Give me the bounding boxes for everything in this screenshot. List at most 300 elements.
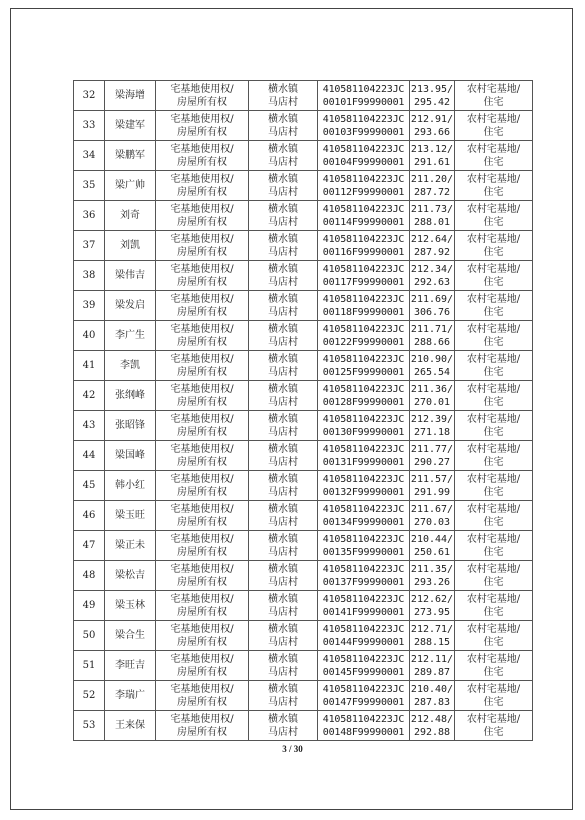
location-cell — [249, 471, 318, 501]
land-use-cell — [455, 711, 533, 741]
area-line: 288.15 — [413, 636, 451, 648]
unit-code-cell — [318, 291, 410, 321]
row-number-cell: 40 — [74, 321, 105, 351]
area-line: 210.90/ — [410, 353, 454, 365]
location-cell — [249, 501, 318, 531]
land-use-line: 住宅 — [483, 126, 504, 138]
location-line: 横水镇 — [268, 533, 298, 545]
land-use-cell — [455, 111, 533, 141]
owner-name-cell: 梁合生 — [105, 621, 156, 651]
unit-code-line: 410581104223JC — [322, 323, 405, 335]
location-cell — [249, 201, 318, 231]
unit-code-line: 410581104223JC — [322, 353, 405, 365]
table-row — [74, 531, 533, 561]
unit-code-line: 410581104223JC — [322, 533, 405, 545]
location-cell — [249, 711, 318, 741]
location-line: 马店村 — [268, 276, 298, 288]
land-use-line: 住宅 — [483, 726, 504, 738]
unit-code-line: 410581104223JC — [322, 113, 405, 125]
right-type-line: 宅基地使用权/ — [170, 683, 234, 695]
location-line: 横水镇 — [268, 683, 298, 695]
location-line: 横水镇 — [268, 83, 298, 95]
row-number-cell: 33 — [74, 111, 105, 141]
row-number-cell: 37 — [74, 231, 105, 261]
table-row — [74, 261, 533, 291]
unit-code-cell — [318, 411, 410, 441]
land-use-line: 农村宅基地/ — [466, 83, 521, 95]
owner-name-cell: 梁松吉 — [105, 561, 156, 591]
unit-code-line: 410581104223JC — [322, 713, 405, 725]
right-type-cell — [156, 681, 249, 711]
land-use-line: 住宅 — [483, 426, 504, 438]
table-row — [74, 321, 533, 351]
unit-code-line: 410581104223JC — [322, 653, 405, 665]
location-cell — [249, 81, 318, 111]
area-line: 212.11/ — [410, 653, 454, 665]
land-use-line: 住宅 — [483, 246, 504, 258]
area-cell — [410, 531, 455, 561]
land-use-line: 住宅 — [483, 96, 504, 108]
area-cell — [410, 471, 455, 501]
area-line: 270.03 — [413, 516, 451, 528]
owner-name-cell: 梁正未 — [105, 531, 156, 561]
unit-code-line: 00141F99990001 — [322, 606, 405, 618]
right-type-cell — [156, 531, 249, 561]
land-use-line: 住宅 — [483, 666, 504, 678]
right-type-line: 房屋所有权 — [177, 636, 227, 648]
land-use-cell — [455, 561, 533, 591]
row-number-cell: 52 — [74, 681, 105, 711]
owner-name-cell: 王来保 — [105, 711, 156, 741]
unit-code-line: 410581104223JC — [322, 293, 405, 305]
right-type-cell — [156, 321, 249, 351]
owner-name-cell: 梁玉旺 — [105, 501, 156, 531]
right-type-line: 房屋所有权 — [177, 276, 227, 288]
unit-code-cell — [318, 141, 410, 171]
land-use-line: 住宅 — [483, 216, 504, 228]
table-row — [74, 681, 533, 711]
table-row — [74, 291, 533, 321]
location-line: 横水镇 — [268, 713, 298, 725]
right-type-line: 宅基地使用权/ — [170, 173, 234, 185]
area-line: 270.01 — [413, 396, 451, 408]
location-line: 横水镇 — [268, 203, 298, 215]
location-line: 马店村 — [268, 726, 298, 738]
land-use-line: 住宅 — [483, 456, 504, 468]
unit-code-line: 410581104223JC — [322, 263, 405, 275]
land-use-cell — [455, 261, 533, 291]
land-use-cell — [455, 411, 533, 441]
area-line: 212.39/ — [410, 413, 454, 425]
unit-code-line: 410581104223JC — [322, 83, 405, 95]
right-type-line: 宅基地使用权/ — [170, 623, 234, 635]
right-type-line: 宅基地使用权/ — [170, 443, 234, 455]
table-row — [74, 561, 533, 591]
unit-code-cell — [318, 501, 410, 531]
area-line: 212.34/ — [410, 263, 454, 275]
table-row — [74, 201, 533, 231]
right-type-cell — [156, 501, 249, 531]
land-use-cell — [455, 471, 533, 501]
location-line: 横水镇 — [268, 563, 298, 575]
table-row — [74, 141, 533, 171]
owner-name-cell: 梁广帅 — [105, 171, 156, 201]
area-line: 211.71/ — [410, 323, 454, 335]
location-cell — [249, 651, 318, 681]
area-line: 306.76 — [413, 306, 451, 318]
right-type-line: 房屋所有权 — [177, 186, 227, 198]
table-row — [74, 711, 533, 741]
land-use-line: 农村宅基地/ — [466, 293, 521, 305]
right-type-line: 房屋所有权 — [177, 126, 227, 138]
right-type-line: 宅基地使用权/ — [170, 293, 234, 305]
row-number-cell: 46 — [74, 501, 105, 531]
area-cell — [410, 621, 455, 651]
land-use-line: 农村宅基地/ — [466, 143, 521, 155]
table-row — [74, 651, 533, 681]
land-use-cell — [455, 321, 533, 351]
right-type-cell — [156, 561, 249, 591]
unit-code-line: 410581104223JC — [322, 443, 405, 455]
right-type-cell — [156, 111, 249, 141]
land-use-line: 住宅 — [483, 366, 504, 378]
land-use-line: 住宅 — [483, 696, 504, 708]
area-line: 288.01 — [413, 216, 451, 228]
unit-code-cell — [318, 201, 410, 231]
location-cell — [249, 681, 318, 711]
location-line: 横水镇 — [268, 623, 298, 635]
unit-code-cell — [318, 261, 410, 291]
table-row — [74, 351, 533, 381]
location-line: 马店村 — [268, 666, 298, 678]
location-cell — [249, 531, 318, 561]
location-cell — [249, 561, 318, 591]
right-type-cell — [156, 381, 249, 411]
right-type-line: 房屋所有权 — [177, 486, 227, 498]
row-number-cell: 32 — [74, 81, 105, 111]
unit-code-cell — [318, 441, 410, 471]
unit-code-line: 00117F99990001 — [322, 276, 405, 288]
right-type-cell — [156, 471, 249, 501]
land-use-line: 农村宅基地/ — [466, 383, 521, 395]
land-use-line: 住宅 — [483, 156, 504, 168]
location-line: 横水镇 — [268, 593, 298, 605]
land-use-line: 住宅 — [483, 516, 504, 528]
area-line: 211.67/ — [410, 503, 454, 515]
location-line: 马店村 — [268, 366, 298, 378]
location-line: 马店村 — [268, 126, 298, 138]
location-line: 马店村 — [268, 696, 298, 708]
area-line: 210.40/ — [410, 683, 454, 695]
area-line: 292.63 — [413, 276, 451, 288]
unit-code-line: 00132F99990001 — [322, 486, 405, 498]
table-row — [74, 591, 533, 621]
owner-name-cell: 梁国峰 — [105, 441, 156, 471]
unit-code-line: 410581104223JC — [322, 413, 405, 425]
owner-name-cell: 张纲峰 — [105, 381, 156, 411]
land-use-cell — [455, 681, 533, 711]
unit-code-cell — [318, 471, 410, 501]
unit-code-cell — [318, 111, 410, 141]
owner-name-cell: 李凯 — [105, 351, 156, 381]
land-use-line: 农村宅基地/ — [466, 683, 521, 695]
area-line: 212.71/ — [410, 623, 454, 635]
land-use-cell — [455, 441, 533, 471]
area-line: 212.62/ — [410, 593, 454, 605]
land-use-line: 住宅 — [483, 606, 504, 618]
unit-code-line: 410581104223JC — [322, 623, 405, 635]
location-line: 横水镇 — [268, 473, 298, 485]
unit-code-cell — [318, 591, 410, 621]
unit-code-cell — [318, 231, 410, 261]
right-type-line: 宅基地使用权/ — [170, 503, 234, 515]
area-cell — [410, 561, 455, 591]
owner-name-cell: 梁伟吉 — [105, 261, 156, 291]
area-cell — [410, 351, 455, 381]
right-type-line: 宅基地使用权/ — [170, 413, 234, 425]
right-type-line: 宅基地使用权/ — [170, 383, 234, 395]
area-cell — [410, 201, 455, 231]
location-line: 横水镇 — [268, 503, 298, 515]
location-cell — [249, 231, 318, 261]
location-line: 马店村 — [268, 306, 298, 318]
right-type-line: 宅基地使用权/ — [170, 233, 234, 245]
unit-code-line: 00147F99990001 — [322, 696, 405, 708]
land-use-line: 农村宅基地/ — [466, 113, 521, 125]
right-type-line: 宅基地使用权/ — [170, 83, 234, 95]
unit-code-line: 410581104223JC — [322, 233, 405, 245]
right-type-line: 房屋所有权 — [177, 456, 227, 468]
row-number-cell: 38 — [74, 261, 105, 291]
location-cell — [249, 171, 318, 201]
area-line: 212.48/ — [410, 713, 454, 725]
table-row — [74, 441, 533, 471]
land-use-line: 住宅 — [483, 486, 504, 498]
right-type-cell — [156, 201, 249, 231]
unit-code-line: 00104F99990001 — [322, 156, 405, 168]
location-line: 横水镇 — [268, 233, 298, 245]
unit-code-line: 00145F99990001 — [322, 666, 405, 678]
land-use-cell — [455, 351, 533, 381]
location-line: 横水镇 — [268, 353, 298, 365]
table-row — [74, 501, 533, 531]
right-type-line: 宅基地使用权/ — [170, 713, 234, 725]
right-type-line: 房屋所有权 — [177, 246, 227, 258]
location-line: 横水镇 — [268, 653, 298, 665]
right-type-line: 房屋所有权 — [177, 366, 227, 378]
right-type-cell — [156, 651, 249, 681]
area-line: 292.88 — [413, 726, 451, 738]
row-number-cell: 39 — [74, 291, 105, 321]
row-number-cell: 45 — [74, 471, 105, 501]
land-use-line: 农村宅基地/ — [466, 653, 521, 665]
unit-code-line: 00128F99990001 — [322, 396, 405, 408]
unit-code-line: 00114F99990001 — [322, 216, 405, 228]
row-number-cell: 42 — [74, 381, 105, 411]
location-cell — [249, 591, 318, 621]
unit-code-line: 410581104223JC — [322, 203, 405, 215]
land-use-line: 住宅 — [483, 396, 504, 408]
land-use-line: 农村宅基地/ — [466, 323, 521, 335]
unit-code-cell — [318, 381, 410, 411]
unit-code-line: 410581104223JC — [322, 593, 405, 605]
area-cell — [410, 81, 455, 111]
location-line: 马店村 — [268, 156, 298, 168]
area-line: 293.66 — [413, 126, 451, 138]
area-line: 211.73/ — [410, 203, 454, 215]
right-type-cell — [156, 621, 249, 651]
area-line: 295.42 — [413, 96, 451, 108]
owner-name-cell: 李瑞广 — [105, 681, 156, 711]
right-type-line: 房屋所有权 — [177, 396, 227, 408]
right-type-line: 房屋所有权 — [177, 726, 227, 738]
unit-code-cell — [318, 321, 410, 351]
land-use-cell — [455, 651, 533, 681]
owner-name-cell: 李广生 — [105, 321, 156, 351]
right-type-line: 房屋所有权 — [177, 666, 227, 678]
location-cell — [249, 111, 318, 141]
land-use-line: 农村宅基地/ — [466, 443, 521, 455]
right-type-line: 房屋所有权 — [177, 306, 227, 318]
unit-code-line: 00137F99990001 — [322, 576, 405, 588]
unit-code-line: 00148F99990001 — [322, 726, 405, 738]
area-line: 211.69/ — [410, 293, 454, 305]
area-line: 265.54 — [413, 366, 451, 378]
area-cell — [410, 111, 455, 141]
row-number-cell: 34 — [74, 141, 105, 171]
location-line: 横水镇 — [268, 443, 298, 455]
owner-name-cell: 梁鹏军 — [105, 141, 156, 171]
owner-name-cell: 张昭锋 — [105, 411, 156, 441]
owner-name-cell: 韩小红 — [105, 471, 156, 501]
right-type-line: 房屋所有权 — [177, 426, 227, 438]
area-line: 293.26 — [413, 576, 451, 588]
unit-code-cell — [318, 561, 410, 591]
right-type-line: 房屋所有权 — [177, 576, 227, 588]
unit-code-line: 410581104223JC — [322, 473, 405, 485]
land-use-line: 住宅 — [483, 276, 504, 288]
land-use-line: 住宅 — [483, 546, 504, 558]
table-row — [74, 621, 533, 651]
table-row — [74, 81, 533, 111]
unit-code-cell — [318, 651, 410, 681]
location-line: 横水镇 — [268, 263, 298, 275]
register-table-body — [74, 81, 533, 741]
location-line: 马店村 — [268, 426, 298, 438]
row-number-cell: 36 — [74, 201, 105, 231]
unit-code-line: 00131F99990001 — [322, 456, 405, 468]
land-use-cell — [455, 141, 533, 171]
right-type-line: 宅基地使用权/ — [170, 533, 234, 545]
right-type-line: 宅基地使用权/ — [170, 353, 234, 365]
land-use-line: 住宅 — [483, 186, 504, 198]
right-type-line: 宅基地使用权/ — [170, 203, 234, 215]
unit-code-line: 410581104223JC — [322, 143, 405, 155]
right-type-line: 宅基地使用权/ — [170, 113, 234, 125]
location-line: 马店村 — [268, 456, 298, 468]
area-cell — [410, 711, 455, 741]
area-line: 213.95/ — [410, 83, 454, 95]
unit-code-line: 00122F99990001 — [322, 336, 405, 348]
land-use-line: 住宅 — [483, 576, 504, 588]
unit-code-line: 00101F99990001 — [322, 96, 405, 108]
land-use-line: 农村宅基地/ — [466, 473, 521, 485]
right-type-line: 房屋所有权 — [177, 696, 227, 708]
location-cell — [249, 381, 318, 411]
area-line: 287.72 — [413, 186, 451, 198]
land-use-cell — [455, 531, 533, 561]
location-line: 马店村 — [268, 216, 298, 228]
unit-code-cell — [318, 681, 410, 711]
right-type-line: 宅基地使用权/ — [170, 263, 234, 275]
right-type-cell — [156, 141, 249, 171]
right-type-line: 宅基地使用权/ — [170, 143, 234, 155]
area-cell — [410, 411, 455, 441]
unit-code-cell — [318, 621, 410, 651]
right-type-cell — [156, 291, 249, 321]
area-line: 211.35/ — [410, 563, 454, 575]
land-use-line: 农村宅基地/ — [466, 353, 521, 365]
location-line: 马店村 — [268, 186, 298, 198]
unit-code-cell — [318, 351, 410, 381]
unit-code-line: 00112F99990001 — [322, 186, 405, 198]
owner-name-cell: 梁玉林 — [105, 591, 156, 621]
table-row — [74, 171, 533, 201]
land-use-cell — [455, 291, 533, 321]
row-number-cell: 49 — [74, 591, 105, 621]
table-row — [74, 111, 533, 141]
right-type-cell — [156, 351, 249, 381]
unit-code-cell — [318, 711, 410, 741]
area-cell — [410, 231, 455, 261]
right-type-line: 房屋所有权 — [177, 156, 227, 168]
area-cell — [410, 381, 455, 411]
unit-code-line: 00144F99990001 — [322, 636, 405, 648]
location-line: 马店村 — [268, 636, 298, 648]
area-cell — [410, 261, 455, 291]
location-line: 横水镇 — [268, 113, 298, 125]
area-cell — [410, 321, 455, 351]
area-line: 291.99 — [413, 486, 451, 498]
owner-name-cell: 李旺吉 — [105, 651, 156, 681]
area-cell — [410, 501, 455, 531]
area-line: 211.20/ — [410, 173, 454, 185]
land-use-line: 农村宅基地/ — [466, 623, 521, 635]
location-line: 马店村 — [268, 246, 298, 258]
table-row — [74, 411, 533, 441]
land-use-line: 农村宅基地/ — [466, 533, 521, 545]
owner-name-cell: 刘凯 — [105, 231, 156, 261]
area-cell — [410, 651, 455, 681]
land-use-cell — [455, 231, 533, 261]
unit-code-line: 00116F99990001 — [322, 246, 405, 258]
row-number-cell: 41 — [74, 351, 105, 381]
area-line: 250.61 — [413, 546, 451, 558]
area-line: 291.61 — [413, 156, 451, 168]
land-use-cell — [455, 201, 533, 231]
unit-code-cell — [318, 171, 410, 201]
location-line: 马店村 — [268, 96, 298, 108]
right-type-cell — [156, 411, 249, 441]
location-line: 马店村 — [268, 396, 298, 408]
right-type-line: 房屋所有权 — [177, 96, 227, 108]
location-line: 马店村 — [268, 516, 298, 528]
area-line: 287.83 — [413, 696, 451, 708]
land-use-line: 农村宅基地/ — [466, 203, 521, 215]
land-use-cell — [455, 381, 533, 411]
row-number-cell: 43 — [74, 411, 105, 441]
right-type-cell — [156, 441, 249, 471]
